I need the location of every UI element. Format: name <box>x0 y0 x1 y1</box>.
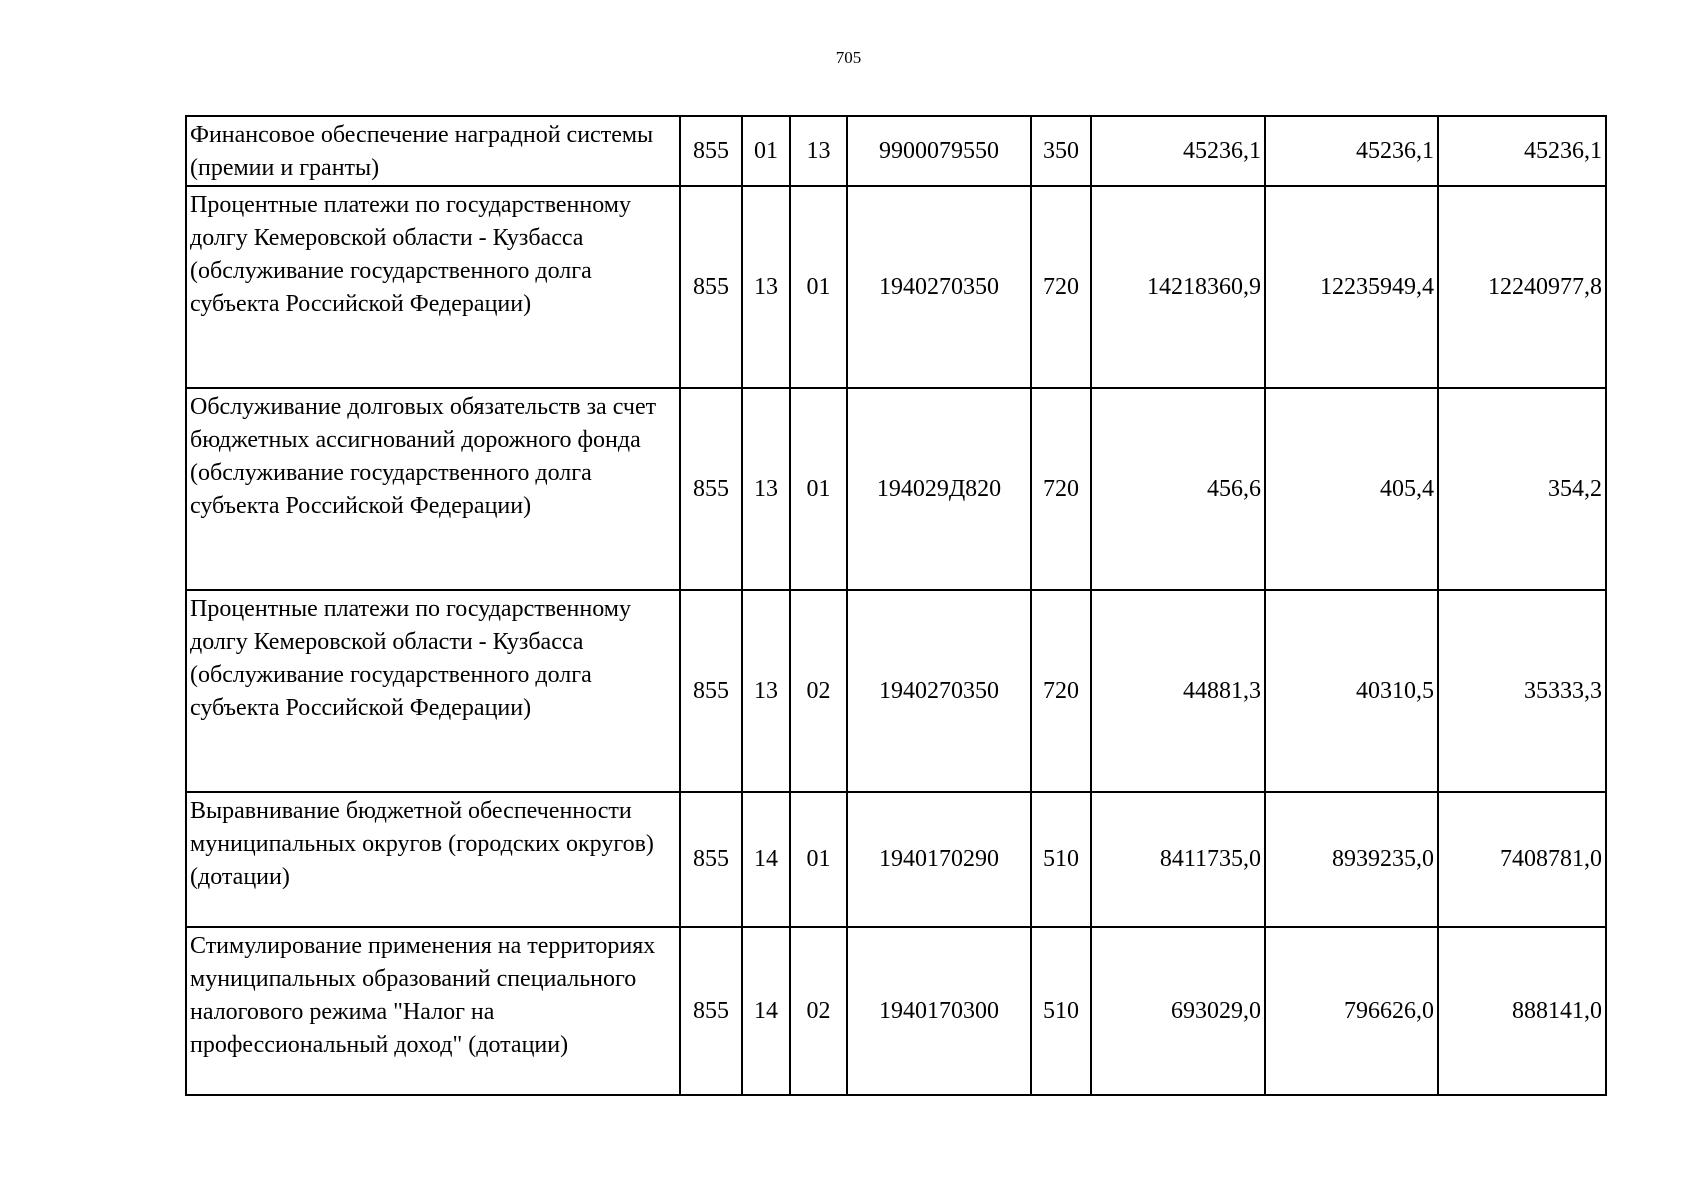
section-code: 01 <box>742 116 790 186</box>
target-article-code: 194029Д820 <box>847 388 1031 590</box>
subsection-code: 01 <box>790 186 847 388</box>
amount-year-1: 45236,1 <box>1091 116 1265 186</box>
ministry-code: 855 <box>680 792 742 927</box>
amount-year-2: 45236,1 <box>1265 116 1438 186</box>
amount-year-3: 7408781,0 <box>1438 792 1606 927</box>
amount-year-2: 405,4 <box>1265 388 1438 590</box>
target-article-code: 1940270350 <box>847 590 1031 792</box>
target-article-code: 9900079550 <box>847 116 1031 186</box>
expense-type-code: 510 <box>1031 927 1091 1095</box>
target-article-code: 1940170300 <box>847 927 1031 1095</box>
amount-year-1: 14218360,9 <box>1091 186 1265 388</box>
ministry-code: 855 <box>680 186 742 388</box>
amount-year-2: 40310,5 <box>1265 590 1438 792</box>
expense-type-code: 720 <box>1031 590 1091 792</box>
ministry-code: 855 <box>680 388 742 590</box>
row-description: Обслуживание долговых обязательств за счет бюджетных ассигнований дорожного фонда (обслуживание государственного долга субъекта Российской Федерации) <box>186 388 680 590</box>
page-number: 705 <box>835 48 862 67</box>
amount-year-2: 796626,0 <box>1265 927 1438 1095</box>
amount-year-2: 8939235,0 <box>1265 792 1438 927</box>
subsection-code: 02 <box>790 590 847 792</box>
row-description: Стимулирование применения на территориях муниципальных образований специального налогового режима "Налог на профессиональный доход" (дотации) <box>186 927 680 1095</box>
amount-year-1: 456,6 <box>1091 388 1265 590</box>
section-code: 13 <box>742 388 790 590</box>
subsection-code: 01 <box>790 792 847 927</box>
section-code: 14 <box>742 927 790 1095</box>
budget-table <box>185 115 1607 1096</box>
subsection-code: 01 <box>790 388 847 590</box>
amount-year-3: 45236,1 <box>1438 116 1606 186</box>
row-description: Финансовое обеспечение наградной системы (премии и гранты) <box>186 116 680 186</box>
row-description: Выравнивание бюджетной обеспеченности муниципальных округов (городских округов) (дотации) <box>186 792 680 927</box>
section-code: 13 <box>742 186 790 388</box>
expense-type-code: 720 <box>1031 388 1091 590</box>
subsection-code: 13 <box>790 116 847 186</box>
ministry-code: 855 <box>680 116 742 186</box>
table-row <box>186 792 1606 927</box>
section-code: 13 <box>742 590 790 792</box>
expense-type-code: 350 <box>1031 116 1091 186</box>
table-row <box>186 590 1606 792</box>
expense-type-code: 720 <box>1031 186 1091 388</box>
amount-year-3: 35333,3 <box>1438 590 1606 792</box>
ministry-code: 855 <box>680 927 742 1095</box>
section-code: 14 <box>742 792 790 927</box>
amount-year-1: 693029,0 <box>1091 927 1265 1095</box>
subsection-code: 02 <box>790 927 847 1095</box>
amount-year-3: 888141,0 <box>1438 927 1606 1095</box>
row-description: Процентные платежи по государственному долгу Кемеровской области - Кузбасса (обслуживание государственного долга субъекта Российской Федерации) <box>186 186 680 388</box>
ministry-code: 855 <box>680 590 742 792</box>
amount-year-2: 12235949,4 <box>1265 186 1438 388</box>
amount-year-1: 44881,3 <box>1091 590 1265 792</box>
target-article-code: 1940170290 <box>847 792 1031 927</box>
table-row <box>186 186 1606 388</box>
table-row <box>186 927 1606 1095</box>
table-row <box>186 116 1606 186</box>
amount-year-3: 354,2 <box>1438 388 1606 590</box>
table-row <box>186 388 1606 590</box>
amount-year-1: 8411735,0 <box>1091 792 1265 927</box>
target-article-code: 1940270350 <box>847 186 1031 388</box>
amount-year-3: 12240977,8 <box>1438 186 1606 388</box>
expense-type-code: 510 <box>1031 792 1091 927</box>
row-description: Процентные платежи по государственному долгу Кемеровской области - Кузбасса (обслуживание государственного долга субъекта Российской Федерации) <box>186 590 680 792</box>
